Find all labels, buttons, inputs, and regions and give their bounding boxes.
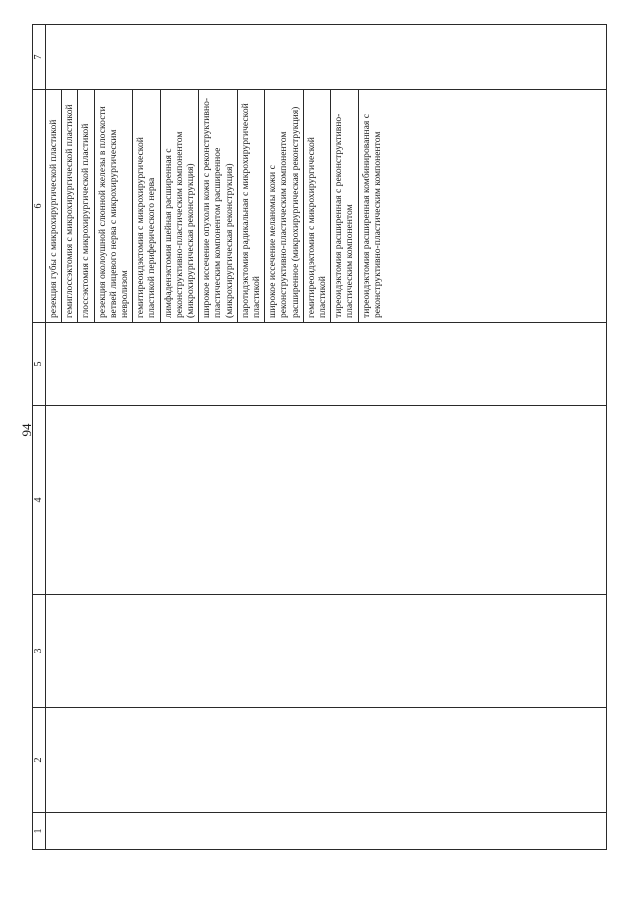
column-header-3: 3 <box>33 595 46 708</box>
cell-col-2 <box>46 708 607 813</box>
list-item: гемитиреоидэктомия с микрохирургической пластикой <box>304 90 331 322</box>
cell-col-7 <box>46 25 607 90</box>
column-header-2: 2 <box>33 708 46 813</box>
rotated-page <box>19 25 607 850</box>
list-item: тиреоидэктомия расширенная с реконструктивно-пластическим компонентом <box>331 90 358 322</box>
list-item: тиреоидэктомия расширенная комбинированная с реконструктивно-пластическим компонентом <box>360 113 383 318</box>
cell-col-1 <box>46 813 607 850</box>
cell-col-5 <box>46 323 607 406</box>
procedure-list <box>46 90 385 322</box>
list-item: паротидэктомия радикальная с микрохирургической пластикой <box>238 90 265 322</box>
table-row <box>46 25 607 850</box>
cell-col-6 <box>46 90 607 323</box>
column-header-6: 6 <box>33 90 46 323</box>
column-header-5: 5 <box>33 323 46 406</box>
list-item: резекция околоушной слюнной железы в плоскости ветвей лицевого нерва с микрохирургическим невролизом <box>95 90 134 322</box>
list-item: глоссэктомия с микрохирургической пластикой <box>78 90 94 322</box>
procedures-table <box>32 24 607 850</box>
column-header-4: 4 <box>33 406 46 595</box>
header-row <box>33 25 46 850</box>
list-item: лимфаденэктомия шейная расширенная с реконструктивно-пластическим компонентом (микрохирургическая реконструкция) <box>161 90 200 322</box>
cell-col-4 <box>46 406 607 595</box>
cell-col-3 <box>46 595 607 708</box>
list-item: широкое иссечение опухоли кожи с реконструктивно-пластическим компонентом расширенное (микрохирургическая реконструкция) <box>199 90 238 322</box>
page-number: 94 <box>19 423 34 437</box>
list-item: гемитиреоидэктомия с микрохирургической пластикой периферического нерва <box>133 90 160 322</box>
list-item: гемиглоссэктомия с микрохирургической пластикой <box>62 90 78 322</box>
list-item: резекция губы с микрохирургической пластикой <box>46 90 62 322</box>
column-header-7: 7 <box>33 25 46 90</box>
column-header-1: 1 <box>33 813 46 850</box>
list-item: широкое иссечение меланомы кожи с реконструктивно-пластическим компонентом расширенное (микрохирургическая реконструкция) <box>265 90 304 322</box>
